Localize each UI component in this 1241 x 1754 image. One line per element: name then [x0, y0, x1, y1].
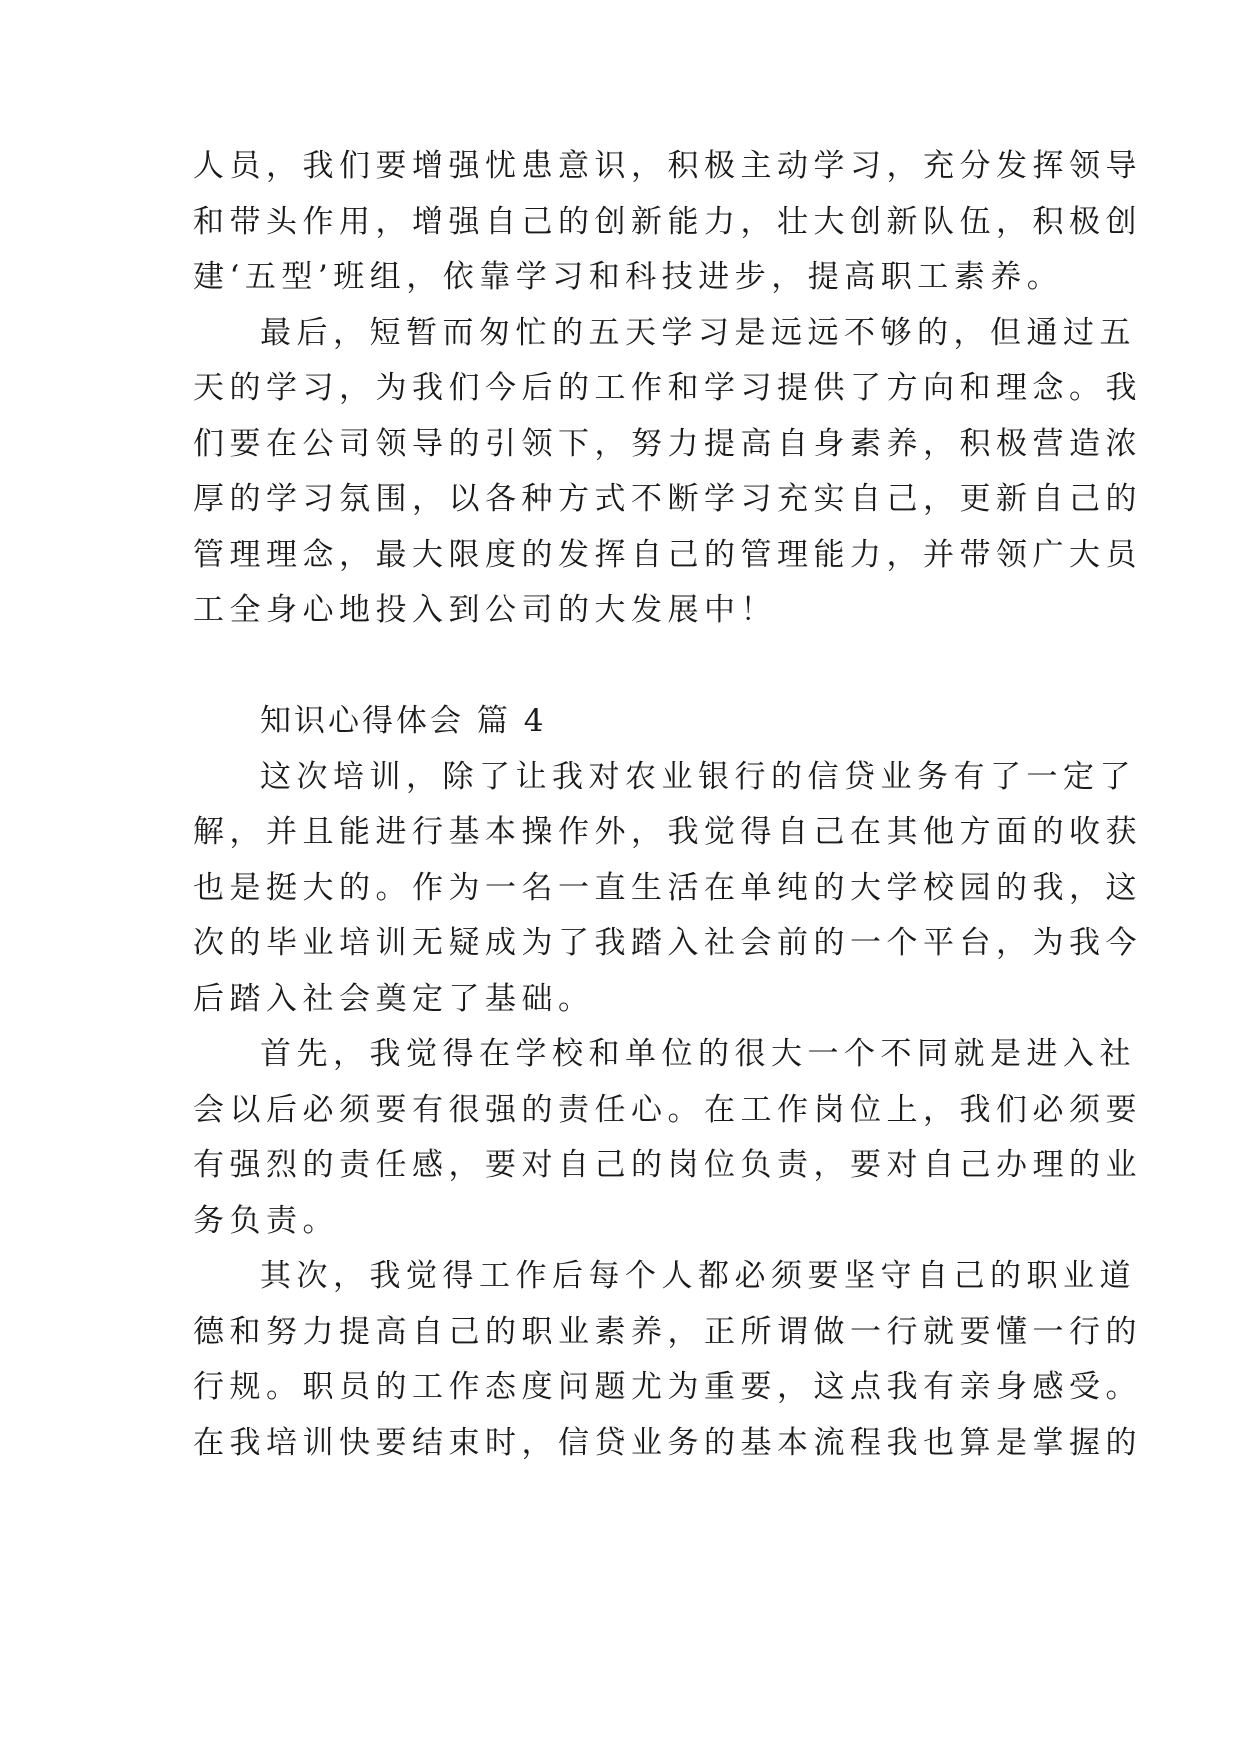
text-line: 们要在公司领导的引领下，努力提高自身素养，积极营造浓 [193, 426, 1142, 462]
text-line: 会以后必须要有很强的责任心。在工作岗位上，我们必须要 [193, 1092, 1142, 1128]
text-line: 最后，短暂而匆忙的五天学习是远远不够的，但通过五 [260, 315, 1136, 351]
text-line: 次的毕业培训无疑成为了我踏入社会前的一个平台，为我今 [193, 925, 1142, 961]
text-line: 后踏入社会奠定了基础。 [193, 981, 595, 1017]
text-line: 务负责。 [193, 1203, 339, 1239]
text-line: 工全身心地投入到公司的大发展中！ [193, 592, 777, 628]
text-line: 厚的学习氛围，以各种方式不断学习充实自己，更新自己的 [193, 481, 1142, 517]
text-line: 在我培训快要结束时，信贷业务的基本流程我也算是掌握的 [193, 1425, 1142, 1461]
text-line: 有强烈的责任感，要对自己的岗位负责，要对自己办理的业 [193, 1147, 1142, 1183]
text-line: 天的学习，为我们今后的工作和学习提供了方向和理念。我 [193, 370, 1142, 406]
text-line: 解，并且能进行基本操作外，我觉得自己在其他方面的收获 [193, 814, 1142, 850]
text-line: 人员，我们要增强忧患意识，积极主动学习，充分发挥领导 [193, 148, 1142, 184]
text-line: 首先，我觉得在学校和单位的很大一个不同就是进入社 [260, 1036, 1136, 1072]
text-line: 其次，我觉得工作后每个人都必须要坚守自己的职业道 [260, 1258, 1136, 1294]
text-line: 管理理念，最大限度的发挥自己的管理能力，并带领广大员 [193, 537, 1142, 573]
text-line: 和带头作用，增强自己的创新能力，壮大创新队伍，积极创 [193, 204, 1142, 240]
section-heading: 知识心得体会 篇 4 [260, 703, 547, 739]
text-line: 这次培训，除了让我对农业银行的信贷业务有了一定了 [260, 759, 1136, 795]
text-line: 建‘五型’班组，依靠学习和科技进步，提高职工素养。 [193, 259, 1064, 295]
text-line: 德和努力提高自己的职业素养，正所谓做一行就要懂一行的 [193, 1314, 1142, 1350]
text-line: 也是挺大的。作为一名一直生活在单纯的大学校园的我，这 [193, 870, 1142, 906]
text-line: 行规。职员的工作态度问题尤为重要，这点我有亲身感受。 [193, 1369, 1142, 1405]
